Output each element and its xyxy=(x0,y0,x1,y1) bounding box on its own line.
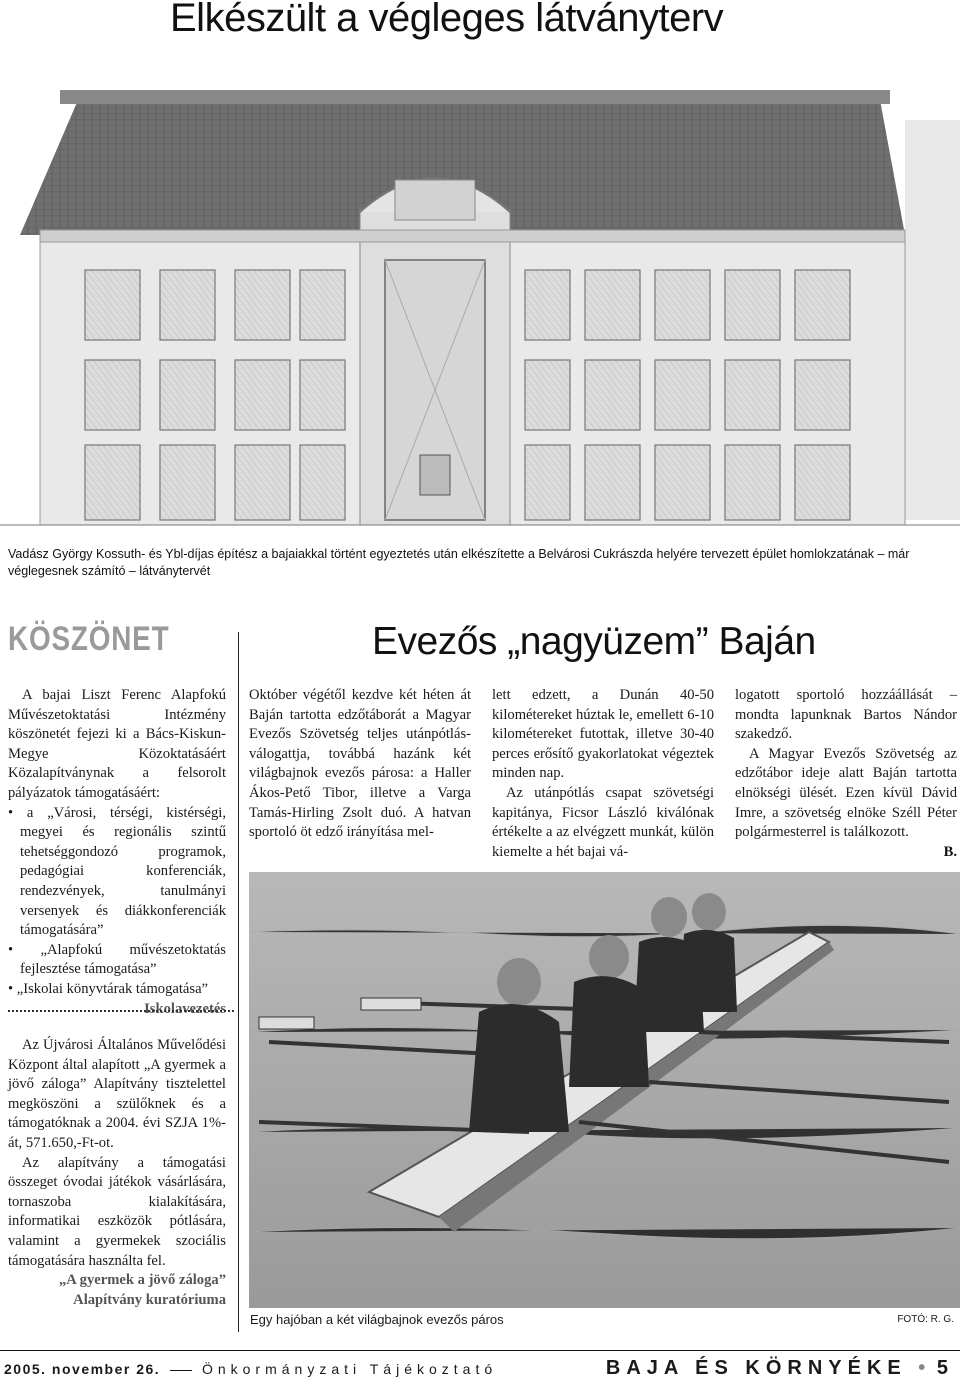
list-item: • „Iskolai könyvtárak támogatása” xyxy=(8,980,209,997)
koszonet-list xyxy=(8,804,226,1000)
article-column-2 xyxy=(492,686,714,862)
article-signature: B. xyxy=(943,843,957,860)
koszonet-heading: KÖSZÖNET xyxy=(8,620,170,658)
building-caption: Vadász György Kossuth- és Ybl-díjas építész a bajaiakkal történt egyeztetés után elkészítette a Belvárosi Cukrászda helyére tervezett épület homlokzatának – már véglegesnek számító – látványtervét xyxy=(8,547,910,578)
photo-credit: FOTÓ: R. G. xyxy=(897,1314,954,1325)
footer-rule xyxy=(0,1350,960,1351)
page-number: 5 xyxy=(936,1357,954,1379)
photo-caption: Egy hajóban a két világbajnok evezős páros xyxy=(250,1312,504,1327)
article-column-3 xyxy=(735,686,957,862)
article-paragraph: A Magyar Evezős Szövetség az edzőtábor ideje alatt Baján tartotta elnökségi ülését. Ezen kívül Dávid Imre, a szövetség elnöke Széll Péter polgármesterrel is találkozott. xyxy=(735,745,957,841)
article-paragraph: logatott sportoló hozzáállását – mondta lapunknak Bartos Nándor szakedző. xyxy=(735,687,957,743)
building-rendering-image xyxy=(0,60,960,540)
list-item: • „Alapfokú művészetoktatás fejlesztése támogatása” xyxy=(8,941,226,978)
footer-right xyxy=(606,1357,954,1380)
article-paragraph: Az utánpótlás csapat szövetségi kapitánya, Ficsor László kiválónak értékelte a az elvégzett munkát, külön kiemelte a hét bajai vá- xyxy=(492,784,714,860)
dotted-divider xyxy=(8,1010,234,1012)
column-divider xyxy=(238,632,239,1332)
alapitvany-paragraph: Az Újvárosi Általános Művelődési Központ által alapított „A gyermek a jövő záloga” Alapítvány tisztelettel megköszöni a szülőknek és a támogatóknak a 2004. évi SZJA 1%-át, 571.650,-Ft-ot. xyxy=(8,1037,226,1151)
footer-dash xyxy=(170,1370,192,1371)
rowing-photo xyxy=(249,872,960,1308)
alapitvany-paragraph: Az alapítvány a támogatási összeget óvodai játékok vásárlására, tornaszoba kialakítására, informatikai eszközök pótlására, valamint a gyermekek szociális támogatására használta fel. xyxy=(8,1154,226,1269)
publication-name: Önkormányzati Tájékoztató xyxy=(201,1361,498,1377)
koszonet-intro: A bajai Liszt Ferenc Alapfokú Művészetoktatási Intézmény köszönetét fejezi ki a Bács-Kiskun-Megye Közoktatásáért Közalapítványnak a felsorolt pályázatok támogatásáért: xyxy=(8,687,226,801)
koszonet-column xyxy=(8,686,226,1019)
article-paragraph: Október végétől kezdve két héten át Baján tartotta edzőtáborát a Magyar Evezős Szövetség teljes utánpótlás-válogattja, továbbá hazánk két világbajnok evezős párosa: a Haller Ákos-Pető Tibor, illetve a Varga Tamás-Hirling Zsolt duó. A hatvan sportoló öt edző irányítása mel- xyxy=(249,687,471,841)
alapitvany-signature: Alapítvány kuratóriuma xyxy=(73,1291,226,1308)
article-column-1 xyxy=(249,686,471,843)
koszonet-signature: Iskolavezetés xyxy=(144,1000,226,1017)
issue-date: 2005. november 26. xyxy=(4,1361,161,1377)
list-item: • a „Városi, térségi, kistérségi, megyei és regionális szintű tehetséggondozó programok, pedagógiai konferenciák, rendezvények, tanulmányi versenyek és diákkonferenciák támogatására” xyxy=(8,804,226,939)
article-title: Evezős „nagyüzem” Baján xyxy=(372,620,816,663)
bullet-separator: • xyxy=(918,1357,926,1379)
page-title: Elkészült a végleges látványterv xyxy=(170,0,724,40)
article-paragraph: lett edzett, a Dunán 40-50 kilométereket húztak le, emellett 6-10 kilométereket futottak, illetve 30-40 perces erősítő gyakorlatokat végeztek minden nap. xyxy=(492,687,714,782)
alapitvany-column xyxy=(8,1036,226,1310)
footer-left xyxy=(4,1361,497,1377)
alapitvany-signature: „A gyermek a jövő záloga” xyxy=(59,1272,226,1289)
section-name: BAJA ÉS KÖRNYÉKE xyxy=(605,1357,907,1379)
